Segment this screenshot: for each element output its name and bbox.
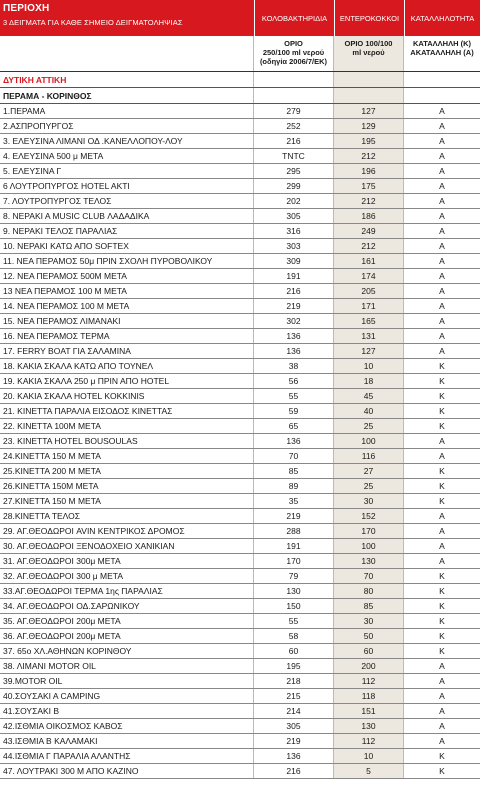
region-header-title: ΠΕΡΙΟΧΗ bbox=[3, 3, 50, 14]
enterococci-value: 118 bbox=[334, 689, 404, 703]
table-row bbox=[0, 119, 480, 134]
suitability-value: Κ bbox=[439, 406, 445, 416]
table-row bbox=[0, 314, 480, 329]
suitability-value: Α bbox=[439, 271, 445, 281]
sampling-point-name: 35. ΑΓ.ΘΕΟΔΩΡΟΙ 200μ ΜΕΤΑ bbox=[0, 614, 254, 628]
suitability-value: Α bbox=[439, 661, 445, 671]
suitability-value: Α bbox=[439, 256, 445, 266]
region-header-cell bbox=[0, 0, 254, 36]
sampling-point-name: 41.ΣΟΥΣΑΚΙ Β bbox=[0, 704, 254, 718]
coliform-value: 136 bbox=[254, 329, 334, 343]
suitability-value: Α bbox=[439, 556, 445, 566]
table-row bbox=[0, 344, 480, 359]
coliform-value: 295 bbox=[254, 164, 334, 178]
table-row bbox=[0, 254, 480, 269]
coliform-value: 216 bbox=[254, 284, 334, 298]
coliform-value: 38 bbox=[254, 359, 334, 373]
enterococci-value: 116 bbox=[334, 449, 404, 463]
table-row bbox=[0, 434, 480, 449]
enterococci-value: 70 bbox=[334, 569, 404, 583]
enterococci-value: 112 bbox=[334, 734, 404, 748]
coliform-value: 136 bbox=[254, 749, 334, 763]
suitability-value: Α bbox=[439, 736, 445, 746]
table-row bbox=[0, 479, 480, 494]
suitability-value: Α bbox=[439, 241, 445, 251]
sampling-point-name: 3. ΕΛΕΥΣΙΝΑ ΛΙΜΑΝΙ ΟΔ .ΚΑΝΕΛΛΟΠΟΥ-ΛΟΥ bbox=[0, 134, 254, 148]
table-row bbox=[0, 689, 480, 704]
coliform-value: 89 bbox=[254, 479, 334, 493]
sampling-point-name: 7. ΛΟΥΤΡΟΠΥΡΓΟΣ ΤΕΛΟΣ bbox=[0, 194, 254, 208]
coliform-value: 136 bbox=[254, 344, 334, 358]
coliform-value: 65 bbox=[254, 419, 334, 433]
enterococci-value: 186 bbox=[334, 209, 404, 223]
coliform-value: TNTC bbox=[254, 149, 334, 163]
sampling-point-name: 12. ΝΕΑ ΠΕΡΑΜΟΣ 500Μ ΜΕΤΑ bbox=[0, 269, 254, 283]
table-row bbox=[0, 704, 480, 719]
suitability-value: Κ bbox=[439, 466, 445, 476]
enterococci-value: 25 bbox=[334, 419, 404, 433]
enterococci-value: 200 bbox=[334, 659, 404, 673]
table-row bbox=[0, 719, 480, 734]
enterococci-value: 27 bbox=[334, 464, 404, 478]
enterococci-value: 10 bbox=[334, 359, 404, 373]
table-row bbox=[0, 134, 480, 149]
table-row bbox=[0, 284, 480, 299]
coliform-value: 219 bbox=[254, 299, 334, 313]
suitability-value: Κ bbox=[439, 616, 445, 626]
sampling-point-name: 42.ΙΣΘΜΙΑ ΟΙΚΟΣΜΟΣ ΚΑΒΟΣ bbox=[0, 719, 254, 733]
enterococci-value: 130 bbox=[334, 719, 404, 733]
table-row bbox=[0, 359, 480, 374]
sampling-point-name: 26.ΚΙΝΕΤΤΑ 150Μ ΜΕΤΑ bbox=[0, 479, 254, 493]
suitability-value: Κ bbox=[439, 496, 445, 506]
sampling-point-name: 33.ΑΓ.ΘΕΟΔΩΡΟΙ ΤΕΡΜΑ 1ης ΠΑΡΑΛΙΑΣ bbox=[0, 584, 254, 598]
coliform-value: 302 bbox=[254, 314, 334, 328]
enterococci-value: 45 bbox=[334, 389, 404, 403]
enterococci-value: 151 bbox=[334, 704, 404, 718]
coliform-value: 216 bbox=[254, 764, 334, 778]
sampling-point-name: 30. ΑΓ.ΘΕΟΔΩΡΟΙ ΞΕΝΟΔΟΧΕΙΟ ΧΑΝΙΚΙΑΝ bbox=[0, 539, 254, 553]
enterococci-limit-text: ΟΡΙΟ 100/100 ml νερού bbox=[334, 36, 404, 71]
sampling-point-name: 11. ΝΕΑ ΠΕΡΑΜΟΣ 50μ ΠΡΙΝ ΣΧΟΛΗ ΠΥΡΟΒΟΛΙΚΟΥ bbox=[0, 254, 254, 268]
sampling-point-name: 24.ΚΙΝΕΤΤΑ 150 Μ ΜΕΤΑ bbox=[0, 449, 254, 463]
sampling-point-name: 17. FERRY BOAT ΓΙΑ ΣΑΛΑΜΙΝΑ bbox=[0, 344, 254, 358]
suitability-value: Α bbox=[439, 691, 445, 701]
table-row bbox=[0, 164, 480, 179]
coliform-value: 58 bbox=[254, 629, 334, 643]
sampling-point-name: 44.ΙΣΘΜΙΑ Γ ΠΑΡΑΛΙΑ ΑΛΑΝΤΗΣ bbox=[0, 749, 254, 763]
enterococci-value: 130 bbox=[334, 554, 404, 568]
sampling-point-name: 29. ΑΓ.ΘΕΟΔΩΡΟΙ AVIN ΚΕΝΤΡΙΚΟΣ ΔΡΟΜΟΣ bbox=[0, 524, 254, 538]
table-row bbox=[0, 464, 480, 479]
table-row bbox=[0, 149, 480, 164]
sampling-point-name: 43.ΙΣΘΜΙΑ Β ΚΑΛΑΜΑΚΙ bbox=[0, 734, 254, 748]
table-row bbox=[0, 104, 480, 119]
table-header bbox=[0, 0, 480, 36]
suitability-value: Α bbox=[439, 526, 445, 536]
table-row bbox=[0, 539, 480, 554]
sampling-point-name: 18. ΚΑΚΙΑ ΣΚΑΛΑ ΚΑΤΩ ΑΠΟ ΤΟΥΝΕΛ bbox=[0, 359, 254, 373]
sampling-point-name: 5. ΕΛΕΥΣΙΝΑ Γ bbox=[0, 164, 254, 178]
sampling-point-name: 15. ΝΕΑ ΠΕΡΑΜΟΣ ΛΙΜΑΝΑΚΙ bbox=[0, 314, 254, 328]
coliform-value: 55 bbox=[254, 614, 334, 628]
enterococci-value: 249 bbox=[334, 224, 404, 238]
enterococci-value: 170 bbox=[334, 524, 404, 538]
sampling-point-name: 4. ΕΛΕΥΣΙΝΑ 500 μ ΜΕΤΑ bbox=[0, 149, 254, 163]
sampling-point-name: 13 ΝΕΑ ΠΕΡΑΜΟΣ 100 Μ ΜΕΤΑ bbox=[0, 284, 254, 298]
enterococci-value: 129 bbox=[334, 119, 404, 133]
enterococci-value: 25 bbox=[334, 479, 404, 493]
suitability-value: Κ bbox=[439, 376, 445, 386]
coliform-value: 305 bbox=[254, 719, 334, 733]
coliform-value: 309 bbox=[254, 254, 334, 268]
sampling-point-name: 39.MOTOR OIL bbox=[0, 674, 254, 688]
coliform-value: 288 bbox=[254, 524, 334, 538]
sampling-point-name: 8. ΝΕΡΑΚΙ Α MUSIC CLUB ΛΑΔΑΔΙΚΑ bbox=[0, 209, 254, 223]
enterococci-value: 161 bbox=[334, 254, 404, 268]
suitability-value: Α bbox=[439, 706, 445, 716]
suitability-value: Κ bbox=[439, 481, 445, 491]
sampling-point-name: 47. ΛΟΥΤΡΑΚΙ 300 Μ ΑΠΟ ΚΑΖΙΝΟ bbox=[0, 764, 254, 778]
enterococci-value: 112 bbox=[334, 674, 404, 688]
table-row bbox=[0, 329, 480, 344]
table-row bbox=[0, 299, 480, 314]
suitability-value: Α bbox=[439, 301, 445, 311]
enterococci-value: 212 bbox=[334, 239, 404, 253]
table-row bbox=[0, 179, 480, 194]
coliform-value: 252 bbox=[254, 119, 334, 133]
table-row bbox=[0, 419, 480, 434]
sampling-point-name: 40.ΣΟΥΣΑΚΙ Α CAMPING bbox=[0, 689, 254, 703]
suitability-value: Α bbox=[439, 346, 445, 356]
table-row bbox=[0, 764, 480, 779]
suitability-value: Κ bbox=[439, 391, 445, 401]
sampling-point-name: 16. ΝΕΑ ΠΕΡΑΜΟΣ ΤΕΡΜΑ bbox=[0, 329, 254, 343]
table-row bbox=[0, 239, 480, 254]
table-row bbox=[0, 554, 480, 569]
coliform-value: 303 bbox=[254, 239, 334, 253]
sampling-point-name: 1.ΠΕΡΑΜΑ bbox=[0, 104, 254, 118]
enterococci-value: 100 bbox=[334, 434, 404, 448]
coliform-value: 55 bbox=[254, 389, 334, 403]
table-row bbox=[0, 194, 480, 209]
coliform-value: 219 bbox=[254, 509, 334, 523]
sampling-point-name: 21. ΚΙΝΕΤΤΑ ΠΑΡΑΛΙΑ ΕΙΣΟΔΟΣ ΚΙΝΕΤΤΑΣ bbox=[0, 404, 254, 418]
enterococci-value: 165 bbox=[334, 314, 404, 328]
area-heading-row bbox=[0, 88, 480, 104]
enterococci-value: 175 bbox=[334, 179, 404, 193]
coliform-value: 170 bbox=[254, 554, 334, 568]
sampling-point-name: 32. ΑΓ.ΘΕΟΔΩΡΟΙ 300 μ ΜΕΤΑ bbox=[0, 569, 254, 583]
enterococci-column-header: ΕΝΤΕΡΟΚΟΚΚΟΙ bbox=[334, 0, 404, 36]
suitability-value: Α bbox=[439, 316, 445, 326]
suitability-value: Α bbox=[439, 721, 445, 731]
coliform-value: 195 bbox=[254, 659, 334, 673]
enterococci-value: 50 bbox=[334, 629, 404, 643]
suitability-value: Α bbox=[439, 436, 445, 446]
coliform-limit-text: ΟΡΙΟ 250/100 ml νερού (οδηγία 2006/7/ΕΚ) bbox=[254, 36, 334, 71]
coliform-value: 305 bbox=[254, 209, 334, 223]
table-row bbox=[0, 644, 480, 659]
suitability-value: Κ bbox=[439, 601, 445, 611]
enterococci-value: 212 bbox=[334, 194, 404, 208]
enterococci-value: 127 bbox=[334, 344, 404, 358]
enterococci-value: 100 bbox=[334, 539, 404, 553]
enterococci-value: 196 bbox=[334, 164, 404, 178]
suitability-value: Κ bbox=[439, 361, 445, 371]
coliform-value: 59 bbox=[254, 404, 334, 418]
sampling-point-name: 19. ΚΑΚΙΑ ΣΚΑΛΑ 250 μ ΠΡΙΝ ΑΠΟ HOTEL bbox=[0, 374, 254, 388]
suitability-value: Α bbox=[439, 166, 445, 176]
table-row bbox=[0, 674, 480, 689]
suitability-value: Α bbox=[439, 196, 445, 206]
sampling-point-name: 27.ΚΙΝΕΤΤΑ 150 Μ ΜΕΤΑ bbox=[0, 494, 254, 508]
sampling-point-name: 34. ΑΓ.ΘΕΟΔΩΡΟΙ ΟΔ.ΣΑΡΩΝΙΚΟΥ bbox=[0, 599, 254, 613]
suitability-value: Κ bbox=[439, 571, 445, 581]
suitability-value: Α bbox=[439, 226, 445, 236]
suitability-value: Α bbox=[439, 541, 445, 551]
table-row bbox=[0, 659, 480, 674]
region-heading-row bbox=[0, 72, 480, 88]
suitability-value: Α bbox=[439, 676, 445, 686]
suitability-value: Α bbox=[439, 331, 445, 341]
table-row bbox=[0, 494, 480, 509]
enterococci-value: 127 bbox=[334, 104, 404, 118]
enterococci-value: 80 bbox=[334, 584, 404, 598]
sampling-point-name: 25.ΚΙΝΕΤΤΑ 200 Μ ΜΕΤΑ bbox=[0, 464, 254, 478]
suitability-value: Α bbox=[439, 136, 445, 146]
suitability-value: Κ bbox=[439, 766, 445, 776]
enterococci-value: 205 bbox=[334, 284, 404, 298]
sampling-point-name: 10. ΝΕΡΑΚΙ ΚΑΤΩ ΑΠΟ SOFTEX bbox=[0, 239, 254, 253]
coliform-value: 70 bbox=[254, 449, 334, 463]
enterococci-value: 40 bbox=[334, 404, 404, 418]
coliform-value: 150 bbox=[254, 599, 334, 613]
suitability-value: Α bbox=[439, 151, 445, 161]
sampling-point-name: 2.ΑΣΠΡΟΠΥΡΓΟΣ bbox=[0, 119, 254, 133]
suitability-value: Α bbox=[439, 511, 445, 521]
table-row bbox=[0, 524, 480, 539]
table-row bbox=[0, 734, 480, 749]
sampling-point-name: 31. ΑΓ.ΘΕΟΔΩΡΟΙ 300μ ΜΕΤΑ bbox=[0, 554, 254, 568]
area-name: ΠΕΡΑΜΑ - ΚΟΡΙΝΘΟΣ bbox=[0, 88, 254, 103]
coliform-value: 35 bbox=[254, 494, 334, 508]
suitability-value: Α bbox=[439, 106, 445, 116]
enterococci-value: 171 bbox=[334, 299, 404, 313]
sampling-points-table-body bbox=[0, 104, 480, 779]
coliform-value: 136 bbox=[254, 434, 334, 448]
enterococci-value: 212 bbox=[334, 149, 404, 163]
coliform-value: 214 bbox=[254, 704, 334, 718]
suitability-value: Κ bbox=[439, 586, 445, 596]
table-row bbox=[0, 389, 480, 404]
suitability-column-header: ΚΑΤΑΛΛΗΛΟΤΗΤΑ bbox=[404, 0, 480, 36]
coliform-value: 218 bbox=[254, 674, 334, 688]
suitability-value: Α bbox=[439, 211, 445, 221]
suitability-value: Κ bbox=[439, 751, 445, 761]
sampling-point-name: 20. ΚΑΚΙΑ ΣΚΑΛΑ HOTEL KOKKINIS bbox=[0, 389, 254, 403]
suitability-value: Κ bbox=[439, 421, 445, 431]
table-row bbox=[0, 614, 480, 629]
sampling-point-name: 14. ΝΕΑ ΠΕΡΑΜΟΣ 100 Μ ΜΕΤΑ bbox=[0, 299, 254, 313]
enterococci-value: 30 bbox=[334, 494, 404, 508]
suitability-legend-text: ΚΑΤΑΛΛΗΛΗ (Κ) ΑΚΑΤΑΛΛΗΛΗ (Α) bbox=[410, 39, 474, 57]
table-row bbox=[0, 584, 480, 599]
coliform-value: 130 bbox=[254, 584, 334, 598]
suitability-value: Α bbox=[439, 121, 445, 131]
table-row bbox=[0, 509, 480, 524]
coliform-column-header: ΚΟΛΟΒΑΚΤΗΡΙΔΙΑ bbox=[254, 0, 334, 36]
coliform-value: 216 bbox=[254, 134, 334, 148]
coliform-value: 219 bbox=[254, 734, 334, 748]
coliform-value: 202 bbox=[254, 194, 334, 208]
enterococci-value: 174 bbox=[334, 269, 404, 283]
coliform-value: 279 bbox=[254, 104, 334, 118]
suitability-value: Κ bbox=[439, 646, 445, 656]
enterococci-value: 131 bbox=[334, 329, 404, 343]
sampling-point-name: 38. ΛΙΜΑΝΙ MOTOR OIL bbox=[0, 659, 254, 673]
coliform-value: 191 bbox=[254, 539, 334, 553]
table-row bbox=[0, 569, 480, 584]
coliform-value: 79 bbox=[254, 569, 334, 583]
region-header-subtitle: 3 ΔΕΙΓΜΑΤΑ ΓΙΑ ΚΑΘΕ ΣΗΜΕΙΟ ΔΕΙΓΜΑΤΟΛΗΨΙΑΣ bbox=[3, 18, 183, 27]
sampling-point-name: 9. ΝΕΡΑΚΙ ΤΕΛΟΣ ΠΑΡΑΛΙΑΣ bbox=[0, 224, 254, 238]
table-row bbox=[0, 374, 480, 389]
table-row bbox=[0, 269, 480, 284]
suitability-value: Α bbox=[439, 181, 445, 191]
sampling-point-name: 37. 65ο ΧΛ.ΑΘΗΝΩΝ ΚΟΡΙΝΘΟΥ bbox=[0, 644, 254, 658]
table-row bbox=[0, 629, 480, 644]
sampling-point-name: 22. ΚΙΝΕΤΤΑ 100Μ ΜΕΤΑ bbox=[0, 419, 254, 433]
enterococci-value: 195 bbox=[334, 134, 404, 148]
coliform-value: 299 bbox=[254, 179, 334, 193]
table-row bbox=[0, 449, 480, 464]
table-row bbox=[0, 749, 480, 764]
enterococci-value: 152 bbox=[334, 509, 404, 523]
coliform-value: 56 bbox=[254, 374, 334, 388]
region-name: ΔΥΤΙΚΗ ΑΤΤΙΚΗ bbox=[0, 72, 254, 87]
limits-subheader-row bbox=[0, 36, 480, 72]
enterococci-value: 60 bbox=[334, 644, 404, 658]
sampling-point-name: 28.ΚΙΝΕΤΤΑ ΤΕΛΟΣ bbox=[0, 509, 254, 523]
coliform-value: 316 bbox=[254, 224, 334, 238]
table-row bbox=[0, 404, 480, 419]
sampling-point-name: 6 ΛΟΥΤΡΟΠΥΡΓΟΣ HOTEL AKTI bbox=[0, 179, 254, 193]
enterococci-value: 5 bbox=[334, 764, 404, 778]
suitability-value: Α bbox=[439, 286, 445, 296]
table-row bbox=[0, 209, 480, 224]
enterococci-value: 85 bbox=[334, 599, 404, 613]
suitability-value: Α bbox=[439, 451, 445, 461]
enterococci-value: 30 bbox=[334, 614, 404, 628]
enterococci-value: 18 bbox=[334, 374, 404, 388]
enterococci-value: 10 bbox=[334, 749, 404, 763]
suitability-value: Κ bbox=[439, 631, 445, 641]
sampling-point-name: 36. ΑΓ.ΘΕΟΔΩΡΟΙ 200μ ΜΕΤΑ bbox=[0, 629, 254, 643]
coliform-value: 60 bbox=[254, 644, 334, 658]
table-row bbox=[0, 599, 480, 614]
sampling-point-name: 23. ΚΙΝΕΤΤΑ HOTEL BOUSOULAS bbox=[0, 434, 254, 448]
coliform-value: 85 bbox=[254, 464, 334, 478]
coliform-value: 215 bbox=[254, 689, 334, 703]
table-row bbox=[0, 224, 480, 239]
coliform-value: 191 bbox=[254, 269, 334, 283]
